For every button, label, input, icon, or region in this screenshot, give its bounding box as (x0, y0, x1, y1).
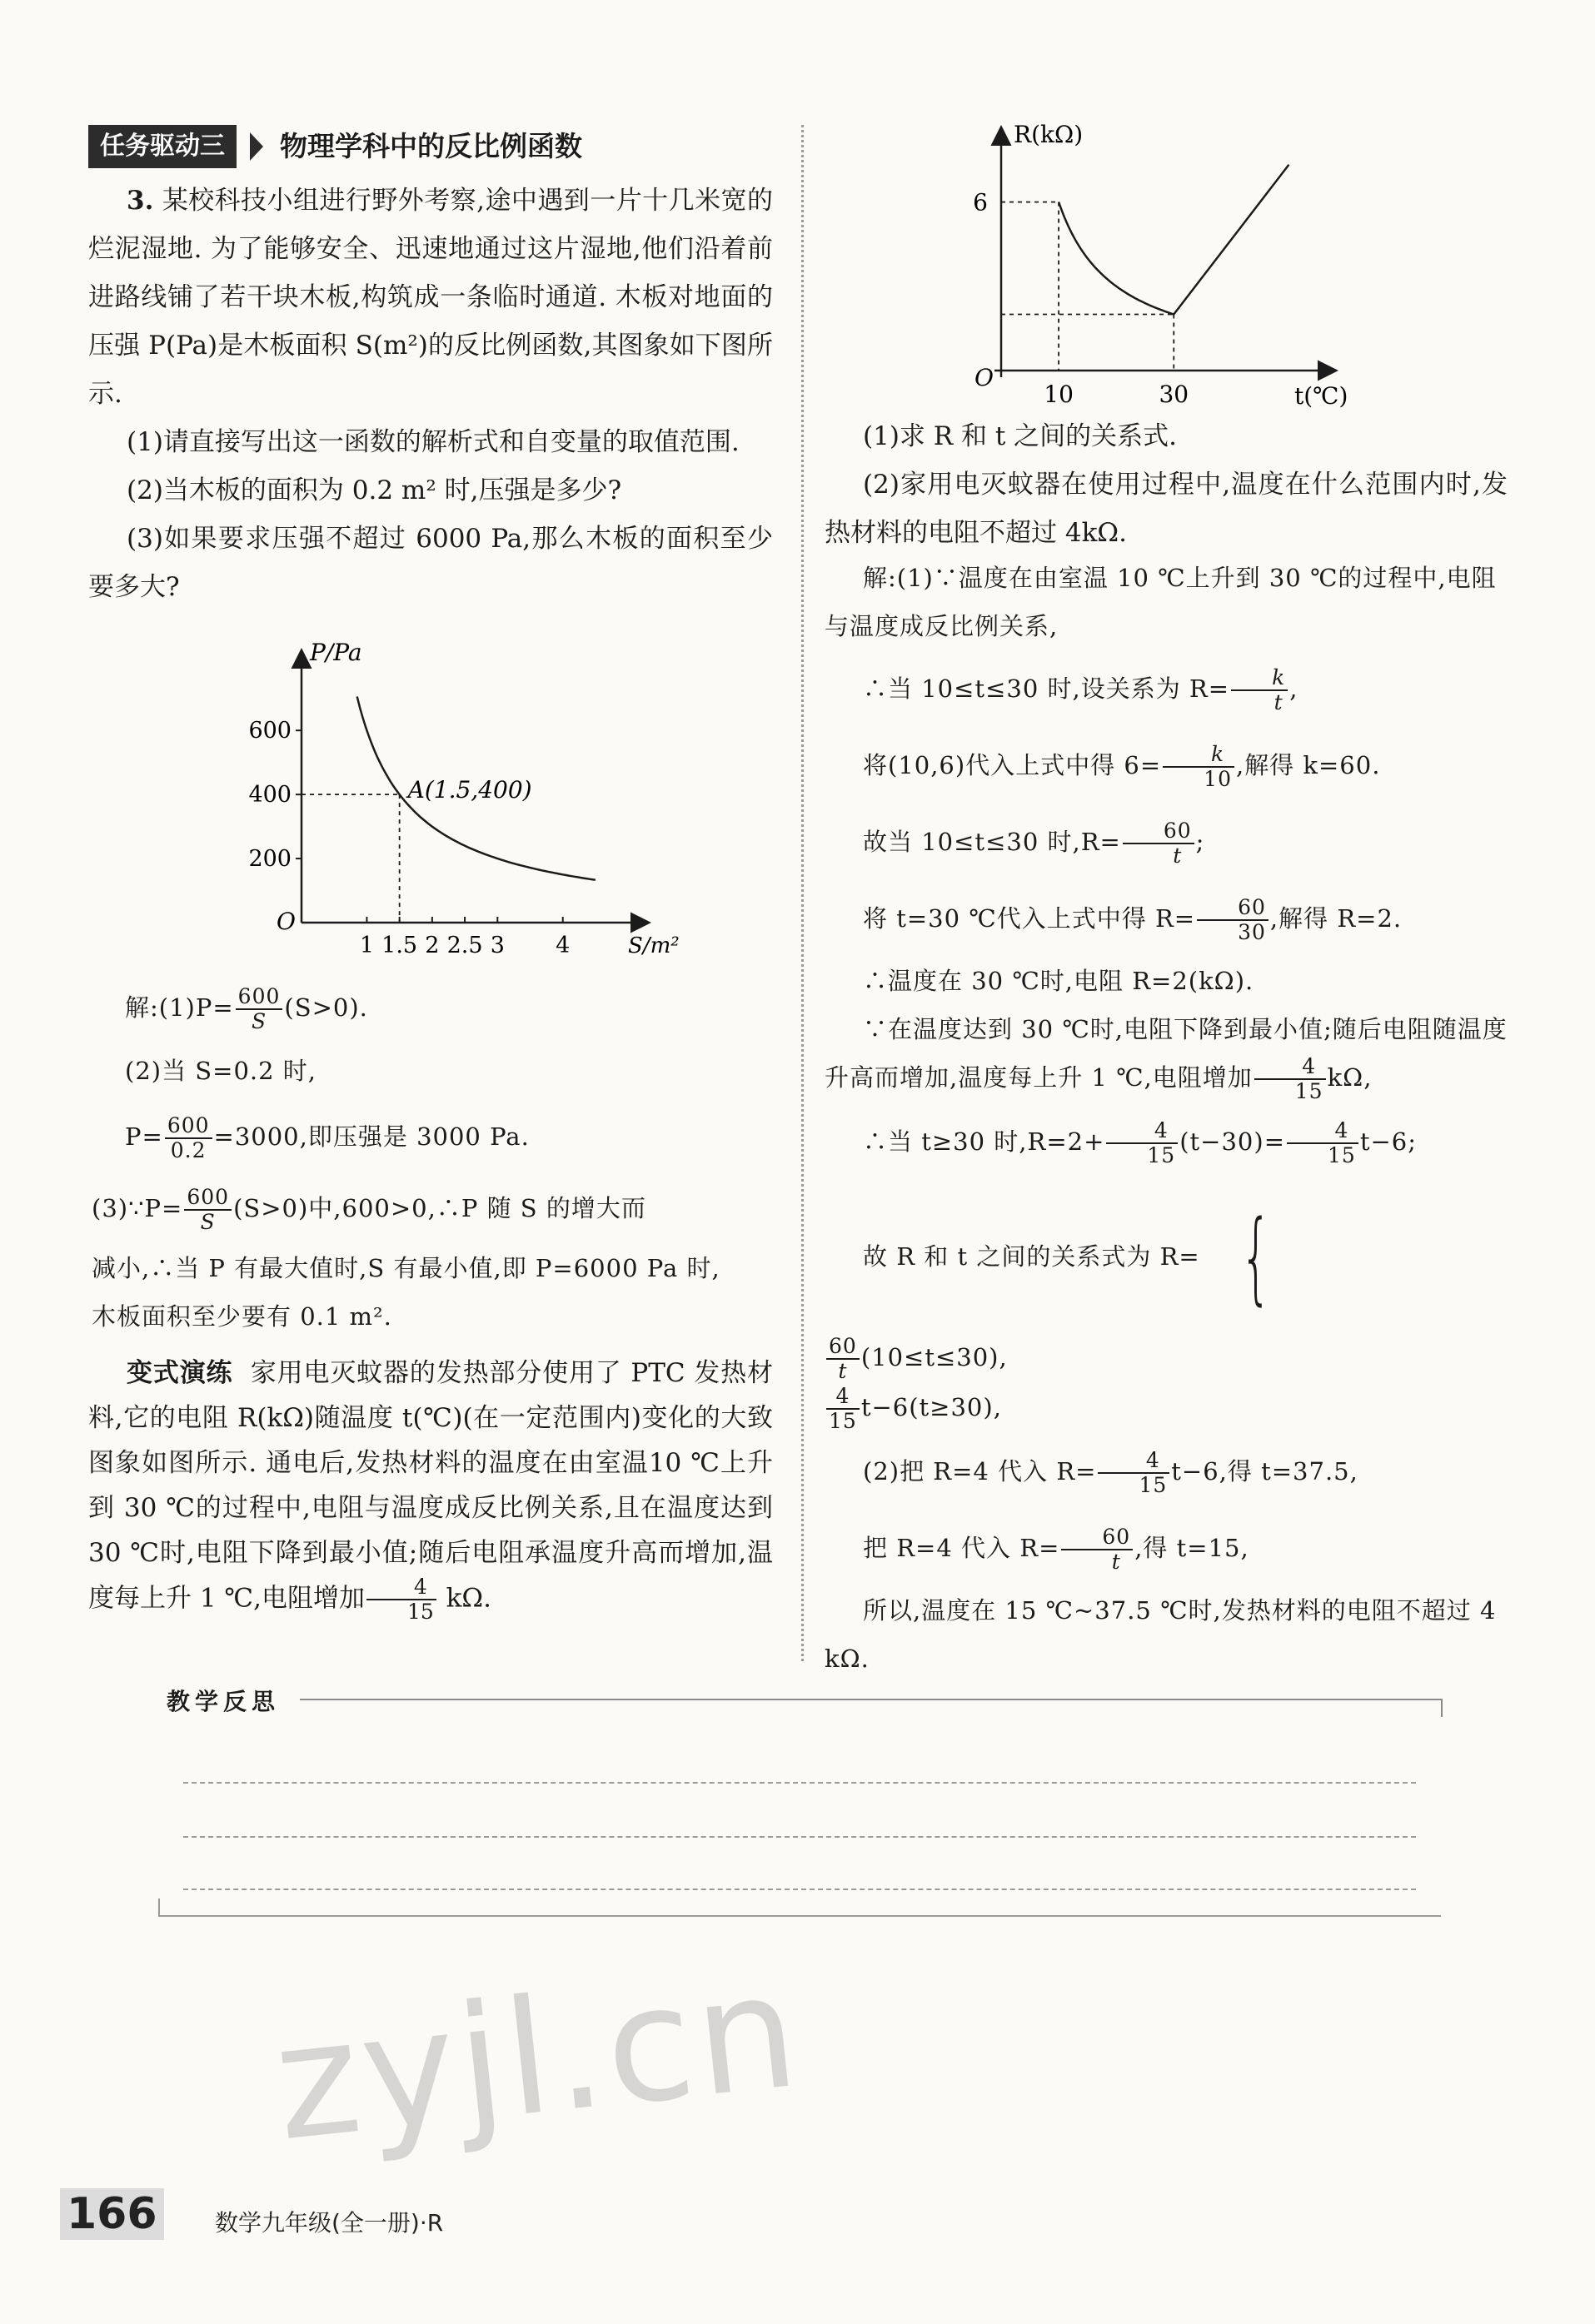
pressure-area-chart (242, 639, 680, 974)
fraction-num: 600 (184, 1186, 232, 1211)
fraction (1123, 819, 1194, 868)
inverse-curve (1059, 202, 1174, 315)
fraction (236, 985, 283, 1033)
fraction (1098, 1449, 1169, 1497)
r-sol-line8b: (t−30)= (1179, 1127, 1285, 1156)
fraction (366, 1575, 436, 1624)
solution-1 (92, 974, 783, 1341)
reflection-title: 教学反思 (167, 1688, 281, 1715)
linear-segment (1174, 165, 1288, 315)
r-sol-line1: 解:(1)∵温度在由室温 10 ℃上升到 30 ℃的过程中,电阻与温度成反比例关系, (825, 564, 1497, 640)
fraction-num: 60 (826, 1335, 860, 1360)
r-sol-line8c: t−6; (1359, 1127, 1417, 1156)
x-tick-label: 2.5 (446, 933, 483, 958)
left-brace-icon: { (1239, 1200, 1273, 1316)
problem-body: 某校科技小组进行野外考察,途中遇到一片十几米宽的烂泥湿地. 为了能够安全、迅速地通过这片湿地,他们沿着前进路线铺了若干块木板,构筑成一条临时通道. 木板对地面的压强 P(Pa)是木板面积 S(m²)的反比例函数,其图象如下图所示. (88, 186, 773, 409)
fraction-num: 60 (1123, 819, 1194, 844)
y-axis-label: R(kΩ) (1014, 121, 1084, 148)
fraction (1061, 1525, 1133, 1574)
fraction (1231, 666, 1288, 714)
reflection-left-edge (158, 1899, 160, 1915)
point-a-label: A(1.5,400) (407, 776, 532, 804)
r-sol-line5b: ,解得 R=2. (1269, 904, 1403, 933)
reflection-bottom-line (158, 1915, 1441, 1917)
variant-label: 变式演练 (127, 1358, 233, 1388)
fraction-num: k (1231, 666, 1288, 691)
sol1-line4b: (S>0)中,600>0,∴P 随 S 的增大而 (233, 1194, 646, 1222)
x-tick-label: 3 (490, 933, 505, 958)
resistance-temperature-chart (958, 112, 1349, 408)
fraction-den: 15 (1147, 1143, 1176, 1167)
fraction (1287, 1119, 1358, 1167)
r-sol-line7b: kΩ, (1327, 1063, 1373, 1092)
case-2: t−6(t≥30), (860, 1393, 1002, 1421)
right-questions (825, 412, 1508, 557)
fraction-den: t (1274, 690, 1283, 714)
r-sol-line10b: t−6,得 t=37.5, (1171, 1457, 1358, 1485)
y-tick-label: 200 (248, 846, 292, 873)
r-sol-line10a: (2)把 R=4 代入 R= (863, 1457, 1097, 1485)
fraction-den: 15 (1139, 1473, 1168, 1497)
variant-text: 家用电灭蚊器的发热部分使用了 PTC 发热材料,它的电阻 R(kΩ)随温度 t(℃)(在一定范围内)变化的大致图象如图所示. 通电后,发热材料的温度在由室温10 ℃上升到 30 ℃的过程中,电阻与温度成反比例关系,且在温度达到 30 ℃时,电阻下降到最小值;随后电阻承温度升高而增加,温度每上升 1 ℃,电阻增加 (88, 1358, 773, 1614)
reflection-top-line (300, 1699, 1441, 1700)
book-title: 数学九年级(全一册)·R (215, 2209, 444, 2237)
fraction-num: 60 (1197, 896, 1269, 921)
x-tick-label: 30 (1159, 381, 1189, 408)
x-axis-label: S/m² (628, 933, 680, 958)
section-title: 物理学科中的反比例函数 (280, 130, 582, 162)
fraction-den: 10 (1204, 767, 1232, 791)
fraction-num: 600 (165, 1114, 212, 1139)
section-tag: 任务驱动三 (88, 125, 237, 168)
case-1: (10≤t≤30), (860, 1343, 1008, 1371)
fraction-den: 15 (406, 1600, 434, 1624)
right-question-1: (1)求 R 和 t 之间的关系式. (863, 421, 1177, 451)
variant-unit: kΩ. (446, 1583, 491, 1614)
r-sol-line2b: , (1289, 674, 1298, 703)
question-1: (1)请直接写出这一函数的解析式和自变量的取值范围. (127, 427, 740, 457)
fraction (826, 1335, 860, 1383)
x-tick-label: 1.5 (381, 933, 418, 958)
question-2: (2)当木板的面积为 0.2 m² 时,压强是多少? (127, 475, 622, 505)
variant-exercise (88, 1351, 773, 1624)
reflection-line (183, 1836, 1416, 1838)
sol1-line3b: =3000,即压强是 3000 Pa. (213, 1122, 530, 1151)
column-divider (801, 125, 804, 1661)
r-sol-line6: ∴温度在 30 ℃时,电阻 R=2(kΩ). (863, 967, 1254, 995)
fraction-den: 15 (1328, 1143, 1356, 1167)
y-tick-label: 600 (248, 718, 292, 744)
reflection-line (183, 1889, 1416, 1890)
fraction-num: 60 (1061, 1525, 1133, 1550)
reflection-line (183, 1782, 1416, 1784)
fraction-den: t (838, 1359, 848, 1383)
fraction-den: S (251, 1009, 267, 1033)
x-tick-label: 2 (425, 933, 440, 958)
fraction (184, 1186, 232, 1234)
fraction-num: 4 (1098, 1449, 1169, 1474)
sol1-line4a: (3)∵P= (92, 1194, 183, 1222)
x-tick-label: 10 (1044, 381, 1074, 408)
fraction-den: t (1173, 844, 1183, 868)
fraction-num: 4 (826, 1385, 860, 1410)
fraction-den: t (1111, 1550, 1121, 1574)
r-sol-line2a: ∴当 10≤t≤30 时,设关系为 R= (863, 674, 1230, 703)
watermark: zyjl.cn (267, 1938, 809, 2177)
fraction (1254, 1055, 1326, 1103)
fraction-num: 600 (236, 985, 283, 1010)
x-tick-label: 4 (556, 933, 571, 958)
fraction-den: 0.2 (170, 1138, 207, 1162)
r-sol-line4b: ; (1195, 828, 1205, 856)
fraction-den: 30 (1238, 920, 1266, 944)
y-tick-label: 6 (973, 188, 988, 216)
sol1-line6: 木板面积至少要有 0.1 m². (92, 1302, 392, 1331)
y-axis-label: P/Pa (310, 639, 362, 666)
origin-label: O (277, 908, 296, 935)
problem-number: 3. (127, 186, 154, 216)
r-sol-line8a: ∴当 t≥30 时,R=2+ (863, 1127, 1105, 1156)
fraction-num: 4 (366, 1575, 436, 1600)
cases-brace (1200, 1200, 1293, 1316)
fraction (165, 1114, 212, 1162)
sol1-line1: 解:(1)P= (125, 993, 234, 1022)
r-sol-line11a: 把 R=4 代入 R= (863, 1534, 1060, 1562)
fraction-den: 15 (829, 1409, 857, 1433)
right-solution (825, 554, 1516, 1683)
origin-label: O (974, 364, 994, 391)
right-question-2: (2)家用电灭蚊器在使用过程中,温度在什么范围内时,发热材料的电阻不超过 4kΩ. (825, 470, 1508, 548)
fraction (1106, 1119, 1178, 1167)
r-sol-line4a: 故当 10≤t≤30 时,R= (863, 828, 1121, 856)
sol1-line2: (2)当 S=0.2 时, (125, 1057, 317, 1085)
x-tick-label: 1 (359, 933, 375, 958)
fraction (826, 1385, 860, 1433)
problem-text (88, 177, 773, 611)
r-sol-line5a: 将 t=30 ℃代入上式中得 R= (863, 904, 1196, 933)
fraction-num: k (1163, 743, 1234, 768)
r-sol-line3a: 将(10,6)代入上式中得 6= (863, 751, 1162, 779)
x-axis-label: t(℃) (1294, 382, 1348, 410)
question-3: (3)如果要求压强不超过 6000 Pa,那么木板的面积至少要多大? (88, 524, 773, 602)
sol1-line3a: P= (125, 1122, 163, 1151)
sol1-line5: 减小,∴当 P 有最大值时,S 有最小值,即 P=6000 Pa 时, (92, 1254, 720, 1282)
fraction-num: 4 (1106, 1119, 1178, 1144)
section-tag-arrow-icon (250, 132, 263, 161)
fraction-den: S (200, 1210, 216, 1234)
fraction-num: 4 (1287, 1119, 1358, 1144)
sol1-line1-suffix: (S>0). (284, 993, 368, 1022)
reflection-right-edge (1441, 1699, 1443, 1717)
r-sol-line12: 所以,温度在 15 ℃~37.5 ℃时,发热材料的电阻不超过 4 kΩ. (825, 1596, 1497, 1673)
fraction-num: 4 (1254, 1055, 1326, 1080)
page-number: 166 (60, 2188, 164, 2240)
r-sol-line7: ∵在温度达到 30 ℃时,电阻下降到最小值;随后电阻随温度升高而增加,温度每上升 1 ℃,电阻增加 (825, 1015, 1508, 1092)
fraction-den: 15 (1294, 1079, 1323, 1103)
r-sol-line3b: ,解得 k=60. (1235, 751, 1381, 779)
fraction (1163, 743, 1234, 791)
y-tick-label: 400 (248, 782, 292, 809)
r-sol-line11b: ,得 t=15, (1134, 1534, 1249, 1562)
r-sol-line9a: 故 R 和 t 之间的关系式为 R= (863, 1242, 1200, 1271)
fraction (1197, 896, 1269, 944)
